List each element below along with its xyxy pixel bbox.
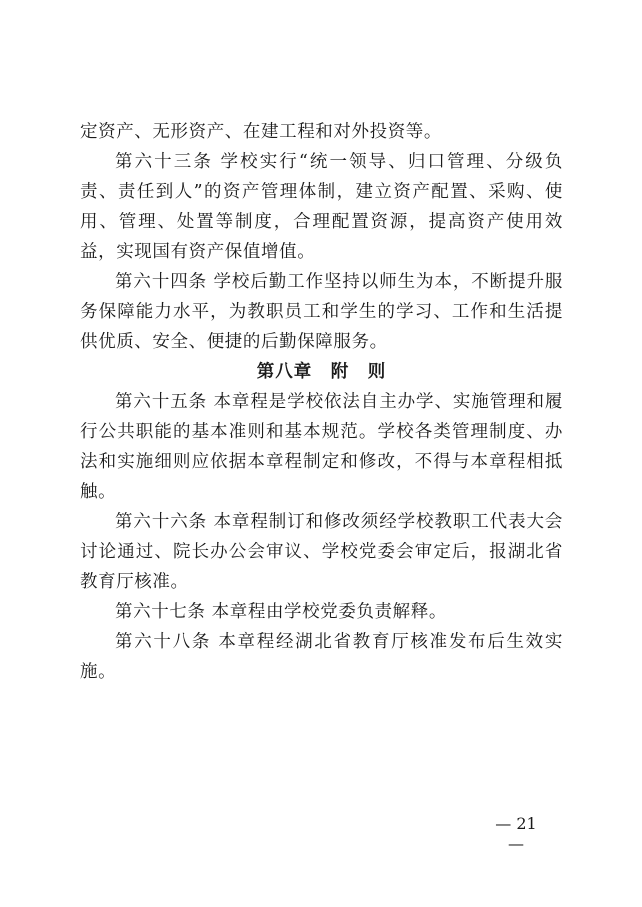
article-64: 第六十四条 学校后勤工作坚持以师生为本，不断提升服务保障能力水平，为教职员工和学生的学习、工作和生活提供优质、安全、便捷的后勤保障服务。 (80, 272, 563, 352)
paragraph-continuation: 定资产、无形资产、在建工程和对外投资等。 (80, 122, 442, 142)
article-68: 第六十八条 本章程经湖北省教育厅核准发布后生效实施。 (80, 632, 563, 682)
article-63: 第六十三条 学校实行“统一领导、归口管理、分级负责、责任到人”的资产管理体制，建立资产配置、采购、使用、管理、处置等制度，合理配置资源，提高资产使用效益，实现国有资产保值增值。 (80, 152, 563, 262)
article-67: 第六十七条 本章程由学校党委负责解释。 (115, 602, 447, 622)
chapter-heading (80, 357, 563, 387)
page-number: — 21 — (495, 814, 537, 853)
article-66: 第六十六条 本章程制订和修改须经学校教职工代表大会讨论通过、院长办公会审议、学校党委会审定后，报湖北省教育厅核准。 (80, 512, 563, 592)
document-body (80, 117, 563, 687)
article-65: 第六十五条 本章程是学校依法自主办学、实施管理和履行公共职能的基本准则和基本规范。学校各类管理制度、办法和实施细则应依据本章程制定和修改，不得与本章程相抵触。 (80, 392, 563, 502)
chapter-heading-text: 第八章 附 则 (256, 362, 387, 382)
